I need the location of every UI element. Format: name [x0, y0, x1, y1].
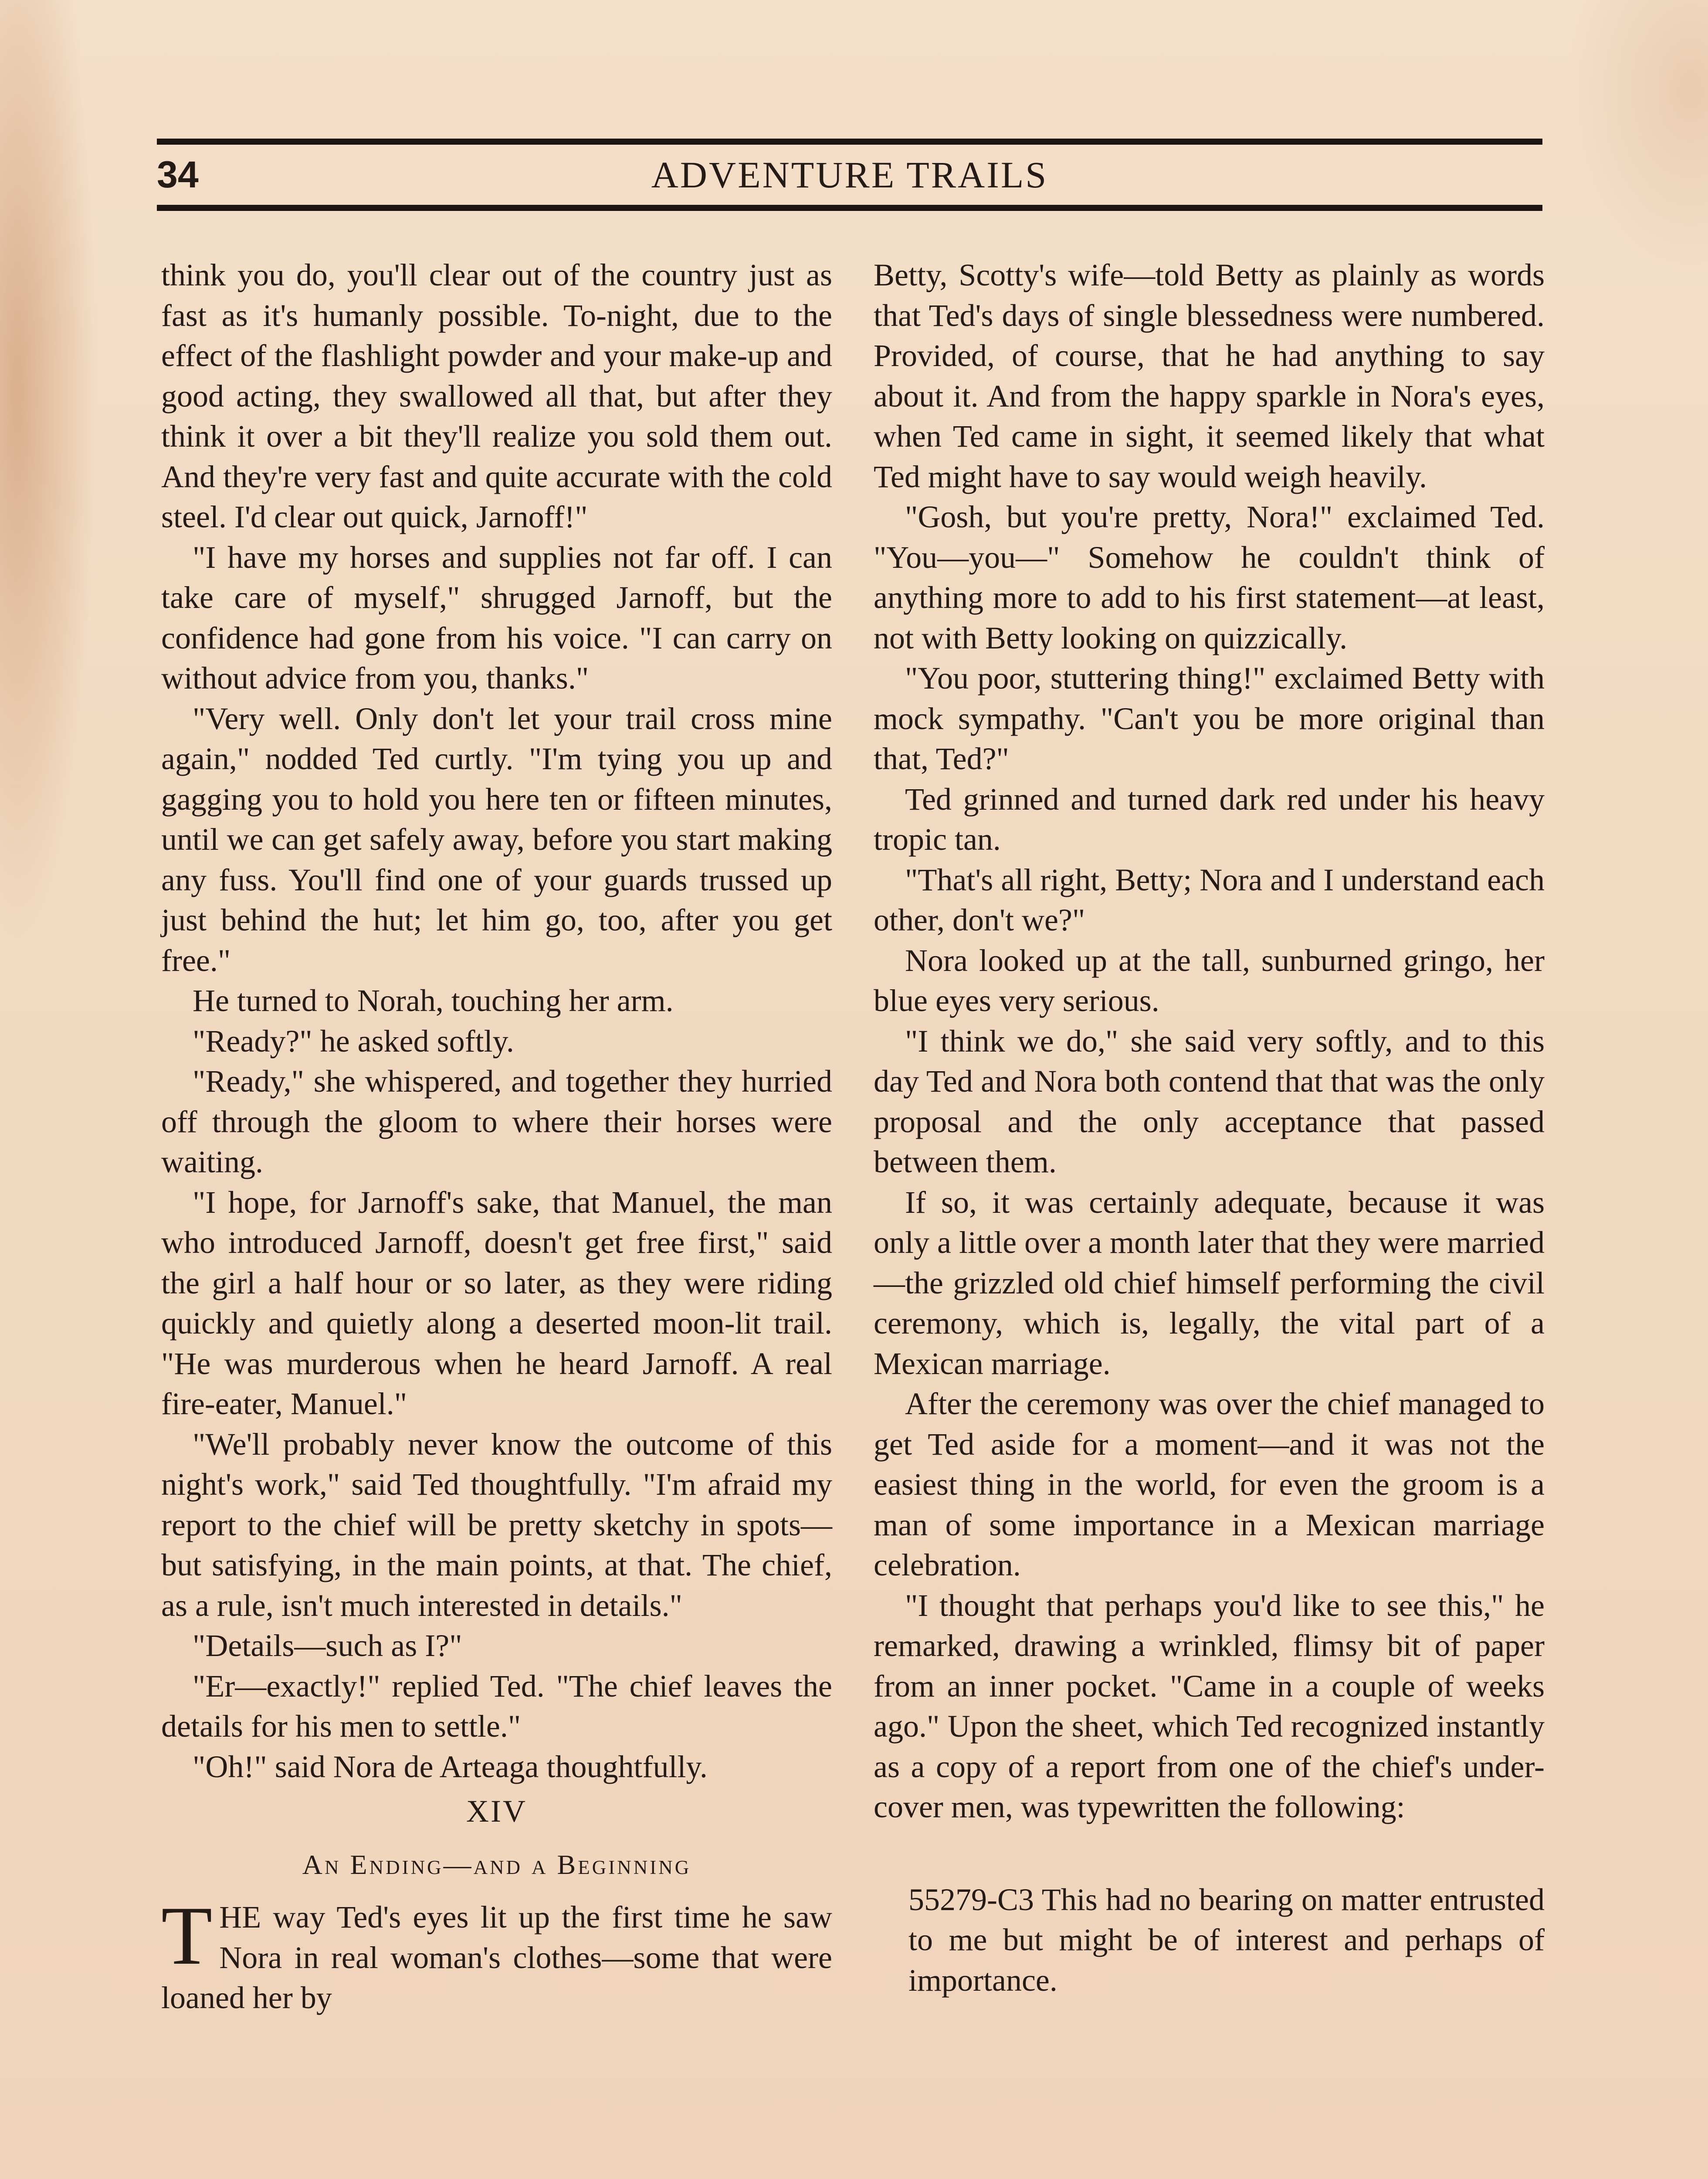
paragraph: "We'll probably never know the outcome of this night's work," said Ted thoughtfully. "I'm afraid my report to the chief will be pretty sketchy in spots—but satisfying, in the main points, at that. The chief, as a rule, isn't much interested in details." — [161, 1426, 832, 1623]
chapter-title-text: An Ending—and a Beginning — [302, 1849, 691, 1880]
drop-cap: T — [161, 1889, 213, 1982]
paragraph: Betty, Scotty's wife—told Betty as plainly as words that Ted's days of single blessedness were numbered. Provided, of course, that he had anything to say about it. And from the happy sparkle in Nora's eyes, when Ted came in sight, it seemed likely that what Ted might have to say would weigh heavily. — [874, 258, 1545, 494]
paragraph: "Very well. Only don't let your trail cross mine again," nodded Ted curtly. "I'm tying you up and gagging you to hold you here ten or fifteen minutes, until we can get safely away, before you start making any fuss. You'll find one of your guards trussed up just behind the hut; let him go, too, after you get free." — [161, 701, 832, 978]
paragraph: "Details—such as I?" — [193, 1628, 462, 1663]
right-column — [874, 255, 1545, 2000]
left-column — [161, 255, 832, 2018]
paragraph: After the ceremony was over the chief managed to get Ted aside for a moment—and it was not the easiest thing in the world, for even the groom is a man of some importance in a Mexican marriage celebration. — [874, 1386, 1545, 1582]
report-excerpt: 55279-C3 This had no bearing on matter entrusted to me but might be of interest and perhaps of importance. — [908, 1882, 1545, 1998]
chapter-title — [161, 1845, 832, 1885]
header-rule-top — [157, 139, 1542, 145]
paragraph: He turned to Norah, touching her arm. — [193, 983, 674, 1018]
paragraph: "Gosh, but you're pretty, Nora!" exclaimed Ted. "You—you—" Somehow he couldn't think of anything more to add to his first statement—at least, not with Betty looking on quizzically. — [874, 499, 1545, 655]
paragraph: think you do, you'll clear out of the country just as fast as it's humanly possible. To-night, due to the effect of the flashlight powder and your make-up and good acting, they swallowed all that, but after they think it over a bit they'll realize you sold them out. And they're very fast and quite accurate with the cold steel. I'd clear out quick, Jarnoff!" — [161, 258, 832, 534]
paragraph: "Ready," she whispered, and together they hurried off through the gloom to where their horses were waiting. — [161, 1064, 832, 1179]
paragraph: "I think we do," she said very softly, and to this day Ted and Nora both contend that that was the only proposal and the only acceptance that passed between them. — [874, 1023, 1545, 1179]
paragraph: "Er—exactly!" replied Ted. "The chief leaves the details for his men to settle." — [161, 1668, 832, 1744]
paragraph: Ted grinned and turned dark red under his heavy tropic tan. — [874, 781, 1545, 857]
paragraph: "I have my horses and supplies not far off. I can take care of myself," shrugged Jarnoff, but the confidence had gone from his voice. "I can carry on without advice from you, thanks." — [161, 540, 832, 696]
paragraph: If so, it was certainly adequate, because it was only a little over a month later that they were married—the grizzled old chief himself performing the civil ceremony, which is, legally, the vital part of a Mexican marriage. — [874, 1185, 1545, 1381]
paragraph: "You poor, stuttering thing!" exclaimed Betty with mock sympathy. "Can't you be more original than that, Ted?" — [874, 661, 1545, 776]
paragraph: "I hope, for Jarnoff's sake, that Manuel, the man who introduced Jarnoff, doesn't get free first," said the girl a half hour or so later, as they were riding quickly and quietly along a deserted moon-lit trail. "He was murderous when he heard Jarnoff. A real fire-eater, Manuel." — [161, 1185, 832, 1421]
page-header — [157, 149, 1542, 200]
header-rule-bottom — [157, 205, 1542, 211]
running-title: ADVENTURE TRAILS — [651, 154, 1048, 196]
paragraph: "I thought that perhaps you'd like to see this," he remarked, drawing a wrinkled, flimsy bit of paper from an inner pocket. "Came in a couple of weeks ago." Upon the sheet, which Ted recognized instantly as a copy of a report from one of the chief's under-cover men, was typewritten the following: — [874, 1588, 1545, 1824]
paragraph: "Oh!" said Nora de Arteaga thoughtfully. — [193, 1749, 708, 1784]
paragraph: "Ready?" he asked softly. — [193, 1023, 514, 1059]
page-number: 34 — [157, 154, 199, 196]
opening-paragraph-text: HE way Ted's eyes lit up the first time he saw Nora in real woman's clothes—some that were loaned her by — [161, 1900, 832, 2015]
opening-paragraph — [161, 1889, 832, 2018]
chapter-number: XIV — [466, 1794, 527, 1829]
paragraph: Nora looked up at the tall, sunburned gringo, her blue eyes very serious. — [874, 943, 1545, 1018]
paragraph: "That's all right, Betty; Nora and I understand each other, don't we?" — [874, 862, 1545, 937]
